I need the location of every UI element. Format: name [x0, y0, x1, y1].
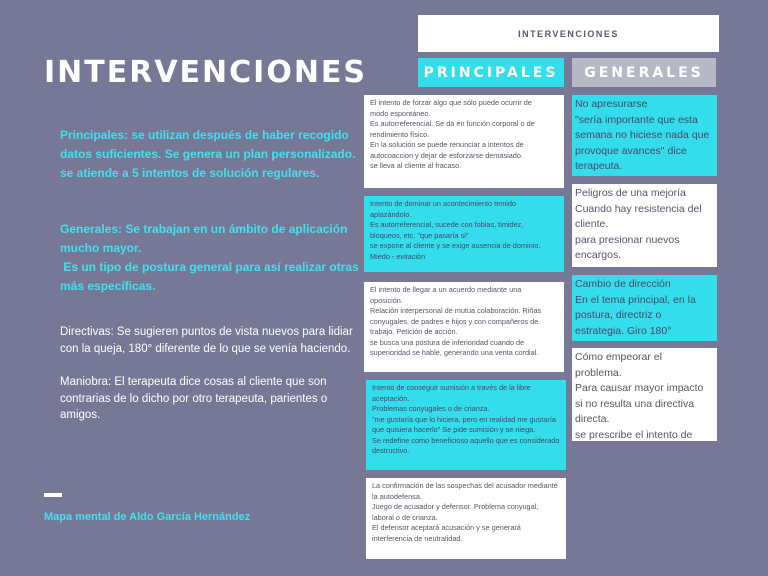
principales-card-5: La confirmación de las sospechas del acusador mediante la autodefensa. Juego de acusador y defensor. Problema conyugal, laboral o de crianza. El defensor aceptará acusación y se generará interferencia de neutralidad.	[366, 478, 566, 559]
principales-card-3: El intento de llegar a un acuerdo mediante una oposición. Relación interpersonal de mutua colaboración. Riñas conyugales, de padres e hijos y con compañeros de trabajo. Petición de acción. se busca una postura de inferioridad cuando de superioridad se hable, generando una venta cordial.	[364, 282, 564, 372]
page-title: INTERVENCIONES	[44, 55, 368, 90]
header-generales: GENERALES	[572, 58, 716, 87]
generales-description: Generales: Se trabajan en un ámbito de aplicación mucho mayor.	[60, 222, 348, 255]
generales-description-2: Es un tipo de postura general para así realizar otras más específicas.	[60, 260, 363, 293]
generales-card-3: Cambio de dirección En el tema principal, en la postura, directriz o estrategia. Giro 180°	[572, 275, 717, 341]
generales-card-4: Cómo empeorar el problema. Para causar mayor impacto si no resulta una directiva directa. se prescribe el intento de	[572, 348, 717, 441]
footer-divider	[44, 493, 62, 497]
header-intervenciones: INTERVENCIONES	[418, 15, 719, 52]
principales-card-4: Intento de conseguir sumisión a través de la libre aceptación. Problemas conyugales o de crianza. "me gustaría que lo hiciera, pero en realidad me gustaría que quisiera hacerlo" Se pide sumisión y se niega. Se redefine como beneficioso aquello que es considerado destructivo.	[366, 380, 566, 470]
footer-credit: Mapa mental de Aldo García Hernández	[44, 511, 251, 523]
principales-card-1: El intento de forzar algo que sólo puede ocurrir de modo espontáneo. Es autorreferencial. Se da en función corporal o de rendimiento físico. En la solución se puede renunciar a intentos de autocoaccion y dejar de esforzarse demasiado. se lleva al cliente al fracaso.	[364, 95, 564, 188]
maniobra-description: Maniobra: El terapeuta dice cosas al cliente que son contrarias de lo dicho por otro terapeuta, parientes o amigos.	[60, 376, 328, 421]
header-principales: PRINCIPALES	[418, 58, 564, 87]
principales-description: Principales: se utilizan después de haber recogido datos suficientes. Se genera un plan personalizado. se atiende a 5 intentos de solución regulares.	[60, 128, 356, 180]
principales-card-2: Intento de dominar un acontecimiento temido aplazándolo. Es autorreferencial, sucede con fobias, timidez, bloqueos, etc. "que pasaría si" se expone al cliente y se exige ausencia de dominio. Miedo - evitación	[364, 196, 564, 272]
directivas-description: Directivas: Se sugieren puntos de vista nuevos para lidiar con la queja, 180° diferente de lo que se venía haciendo.	[60, 326, 353, 355]
generales-card-1: No apresurarse "sería importante que esta semana no hiciese nada que provoque avances" dice terapeuta.	[572, 95, 717, 176]
generales-card-2: Peligros de una mejoría Cuando hay resistencia del cliente. para presionar nuevos encargos.	[572, 184, 717, 267]
